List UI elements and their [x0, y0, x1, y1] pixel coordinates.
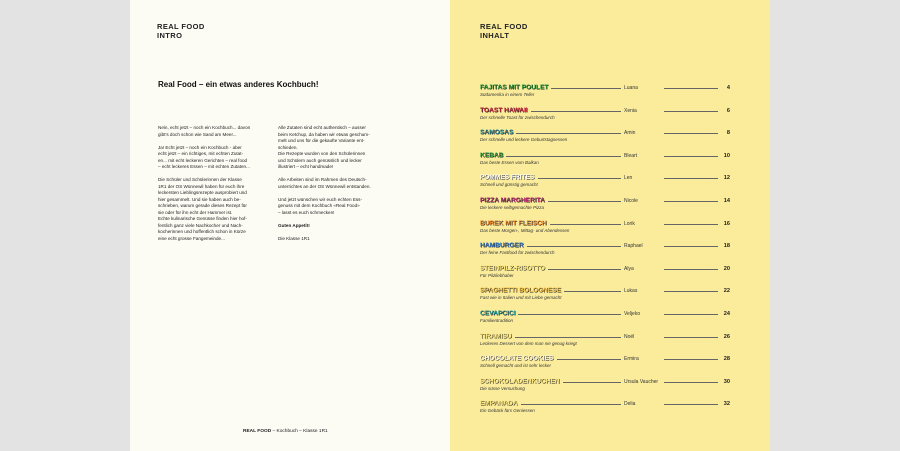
paragraph-line: Die Klasse 1R1 — [278, 235, 310, 241]
recipe-title: FAJITAS MIT POULET — [480, 84, 549, 91]
toc-entry[interactable] — [480, 195, 730, 218]
toc-entry[interactable] — [480, 376, 730, 399]
intro-column-left — [158, 125, 274, 249]
dot-leader — [664, 246, 718, 247]
toc-line — [480, 218, 730, 227]
toc-line — [480, 150, 730, 159]
toc-line — [480, 308, 730, 317]
dot-leader — [506, 156, 621, 157]
recipe-subtitle: Die leckere selbgemachte Pizza — [480, 204, 545, 210]
paragraph-line: illustriert – echt handmade! — [278, 164, 334, 169]
toc-line — [480, 240, 730, 249]
toc-entry[interactable] — [480, 82, 730, 105]
toc-line — [480, 195, 730, 204]
recipe-subtitle: Südamerika in einem Teller — [480, 92, 535, 97]
paragraph-line: Und jetzt wünschen wir euch echten Ess- — [278, 196, 363, 202]
header-section: INTRO — [157, 31, 183, 40]
toc-entry[interactable] — [480, 240, 730, 263]
dot-leader — [518, 314, 621, 315]
recipe-author: Raphael — [624, 243, 643, 250]
intro-paragraph — [158, 177, 274, 242]
recipe-title: PIZZA MARGHERITA — [480, 196, 545, 204]
paragraph-line: en... mit echt leckeren Gerichten – real food — [158, 157, 248, 163]
dot-leader — [664, 314, 718, 315]
toc-entry[interactable] — [480, 218, 730, 241]
paragraph-line: Guten Appetit! — [278, 222, 310, 228]
paragraph-line: 1R1 der OS Wünnewil haben für euch ihre — [158, 183, 245, 189]
toc-line — [480, 127, 730, 136]
dot-leader — [664, 156, 718, 157]
dot-leader — [664, 111, 718, 112]
right-page-contents — [450, 0, 770, 451]
toc-line — [480, 353, 730, 362]
page-number: 30 — [723, 378, 730, 385]
paragraph-line: sie oder für ihn echt der Hammer ist. — [158, 209, 233, 215]
page-number: 4 — [726, 85, 730, 91]
dot-leader — [664, 382, 718, 383]
recipe-subtitle: Der feine Fastfood für zwischendurch — [480, 250, 555, 256]
toc-entry[interactable] — [480, 353, 730, 376]
recipe-author: Delia — [624, 401, 636, 408]
dot-leader — [515, 337, 621, 338]
page-number: 16 — [723, 220, 730, 227]
paragraph-line: schrieben, warum gerade dieses Rezept für — [158, 203, 247, 208]
recipe-subtitle: Die süsse Versuchung — [480, 385, 525, 391]
dot-leader — [548, 269, 621, 270]
recipe-author: Bleart — [624, 152, 638, 159]
intro-column-right — [278, 125, 394, 249]
paragraph-line: echt jetzt – ein richtiges, mit echten Zutat- — [158, 151, 244, 156]
dot-leader — [557, 359, 621, 360]
dot-leader — [531, 111, 621, 112]
dot-leader — [664, 269, 718, 270]
intro-paragraph — [278, 223, 394, 230]
page-number: 22 — [723, 288, 730, 295]
recipe-subtitle: Familientradition — [480, 317, 514, 323]
intro-paragraph — [278, 125, 394, 171]
recipe-author: Lukas — [624, 288, 638, 295]
dot-leader — [664, 178, 718, 179]
recipe-subtitle: Das beste Essen vom Balkan — [480, 159, 539, 165]
recipe-author: Nicole — [624, 197, 638, 204]
toc-line — [480, 263, 730, 272]
toc-entry[interactable] — [480, 331, 730, 354]
recipe-title: KEBAB — [480, 151, 504, 159]
dot-leader — [550, 224, 621, 225]
paragraph-line: Alle Arbeiten sind im Rahmen des Deutsch- — [278, 177, 367, 182]
recipe-title: POMMES FRITES — [480, 174, 535, 182]
recipe-title: BUREK MIT FLEISCH — [480, 219, 547, 227]
dot-leader — [551, 88, 621, 89]
paragraph-line: eine echt grosse Fangemeinde... — [158, 235, 225, 241]
contents-page-header — [480, 22, 528, 40]
recipe-title: SCHOKOLADENKUCHEN — [480, 377, 560, 385]
paragraph-line: schieden. — [278, 144, 298, 150]
intro-paragraph — [158, 125, 274, 138]
intro-heading: Real Food – ein etwas anderes Kochbuch! — [158, 80, 319, 89]
intro-page-footer — [243, 429, 328, 434]
paragraph-line: Nein, echt jetzt – noch ein Kochbuch... davon — [158, 125, 251, 130]
paragraph-line: melt und uns für die gekaufte Variante ent- — [278, 138, 365, 143]
recipe-author: Ursula Vaucher — [624, 378, 659, 385]
paragraph-line: – lasst es euch schmecken! — [278, 209, 335, 215]
recipe-subtitle: Fast wie in Italien und mit Liebe gemacht — [480, 295, 562, 301]
recipe-author: Veljeko — [624, 310, 641, 317]
dot-leader — [664, 404, 718, 405]
header-brand: REAL FOOD — [157, 22, 205, 31]
recipe-author: Len — [624, 175, 633, 182]
toc-line — [480, 376, 730, 385]
recipe-title: SAMOSAS — [480, 129, 514, 137]
toc-entry[interactable] — [480, 105, 730, 128]
toc-entry[interactable] — [480, 263, 730, 286]
paragraph-line: beim Ketchup, da haben wir etwas geschum- — [278, 131, 370, 137]
recipe-subtitle: Leckeres Dessert von dem man nie genug kriegt — [480, 340, 577, 346]
dot-leader — [521, 404, 621, 405]
intro-paragraph — [278, 197, 394, 217]
page-number: 6 — [726, 107, 730, 114]
recipe-author: Lorik — [624, 220, 635, 227]
toc-entry[interactable] — [480, 285, 730, 308]
recipe-author: Noël — [624, 333, 635, 340]
paragraph-line: genuss mit dem Kochbuch «Real Food» — [278, 203, 360, 208]
dot-leader — [564, 291, 621, 292]
page-number: 8 — [726, 130, 730, 137]
toc-entry[interactable] — [480, 150, 730, 173]
paragraph-line: fentlich ganz viele Nachkocher und Nach- — [158, 222, 243, 228]
paragraph-line: – echt leckeres Essen – mit echten Zutaten... — [158, 164, 250, 169]
dot-leader — [548, 201, 621, 202]
intro-page-header — [157, 22, 205, 40]
recipe-subtitle: Für Pilzliebhaber — [480, 272, 514, 278]
recipe-title: CHOCOLATE COOKIES — [480, 355, 554, 363]
recipe-author: Xenia — [624, 107, 637, 114]
toc-entry[interactable] — [480, 308, 730, 331]
page-number: 14 — [723, 197, 730, 204]
recipe-subtitle: Schnell gemacht und ist sehr lecker — [480, 363, 552, 369]
recipe-author: Amin — [624, 130, 636, 137]
dot-leader — [664, 291, 718, 292]
page-number: 20 — [723, 265, 730, 272]
dot-leader — [516, 133, 621, 134]
paragraph-line: Die Rezepte wurden von den Schülerinnen — [278, 151, 366, 156]
paragraph-line: unterrichtes an der OS Wünnewil entstanden. — [278, 183, 371, 189]
recipe-subtitle: Schnell und günstig gemacht — [480, 182, 538, 188]
dot-leader — [664, 337, 718, 338]
footer-brand: REAL FOOD — [243, 429, 272, 434]
toc-entry[interactable] — [480, 398, 730, 421]
paragraph-line: Alle Zutaten sind echt authentisch – ausser — [278, 125, 366, 130]
recipe-author: Alya — [624, 265, 634, 272]
dot-leader — [527, 246, 621, 247]
recipe-title: HAMBURGER — [480, 242, 524, 250]
page-number: 10 — [723, 152, 730, 159]
paragraph-line: leckersten Lieblingsrezepte ausprobiert und — [158, 190, 247, 195]
recipe-title: TIRAMISU — [480, 332, 512, 340]
recipe-subtitle: Ein Gebäck fürs Geniessen — [480, 408, 535, 414]
toc-line — [480, 398, 730, 407]
dot-leader — [664, 359, 718, 360]
paragraph-line: Ja! Echt jetzt – noch ein Kochbuch - aber — [158, 144, 242, 150]
recipe-title: SPAGHETTI BOLOGNESE — [480, 287, 562, 295]
paragraph-line: kocherinnen und hoffentlich schon in Kürze — [158, 229, 246, 234]
dot-leader — [538, 178, 621, 179]
paragraph-line: hier gesammelt. Und sie haben auch be- — [158, 196, 241, 202]
recipe-title: STEINPILZ-RISOTTO — [480, 264, 546, 272]
page-number: 32 — [723, 401, 730, 408]
toc-line — [480, 331, 730, 340]
toc-line — [480, 285, 730, 294]
dot-leader — [664, 224, 718, 225]
page-number: 12 — [723, 175, 730, 182]
recipe-subtitle: Das beste Morgen-, Mittag- und Abendessen — [480, 227, 570, 233]
recipe-subtitle: Der schnelle und leckere Geburtstagsessen — [480, 137, 568, 143]
toc-entry[interactable] — [480, 127, 730, 150]
paragraph-line: gibt’s doch schon wie Sand am Meer... — [158, 131, 237, 137]
toc-line — [480, 82, 730, 91]
recipe-subtitle: Der schnelle Toast für zwischendurch — [480, 114, 555, 120]
page-number: 28 — [723, 356, 730, 363]
recipe-title: TOAST HAWAII — [480, 106, 528, 114]
dot-leader — [563, 382, 621, 383]
toc-line — [480, 172, 730, 181]
dot-leader — [664, 201, 718, 202]
dot-leader — [664, 88, 718, 89]
toc-line — [480, 105, 730, 114]
page-number: 18 — [723, 243, 730, 250]
dot-leader — [664, 133, 718, 134]
recipe-author: Luana — [624, 85, 638, 91]
recipe-title: CEVAPCICI — [480, 309, 516, 317]
recipe-title: EMPANADA — [480, 400, 518, 408]
page-number: 26 — [723, 333, 730, 340]
paragraph-line: und Schülern auch genüsslich und lecker — [278, 157, 362, 163]
header-section: INHALT — [480, 31, 510, 40]
header-brand: REAL FOOD — [480, 22, 528, 31]
recipe-author: Ermira — [624, 356, 639, 363]
paragraph-line: Die Schüler und Schülerinnen der Klasse — [158, 177, 242, 182]
page-number: 24 — [723, 310, 730, 317]
intro-paragraph — [278, 236, 394, 243]
paragraph-line: Echte kulinarische Genüsse finden hier hof- — [158, 216, 247, 221]
footer-subtitle: – Kochbuch – Klasse 1R1 — [272, 429, 328, 434]
table-of-contents — [480, 82, 730, 421]
toc-entry[interactable] — [480, 172, 730, 195]
intro-paragraph — [278, 177, 394, 190]
left-page-intro — [130, 0, 450, 451]
intro-paragraph — [158, 145, 274, 171]
